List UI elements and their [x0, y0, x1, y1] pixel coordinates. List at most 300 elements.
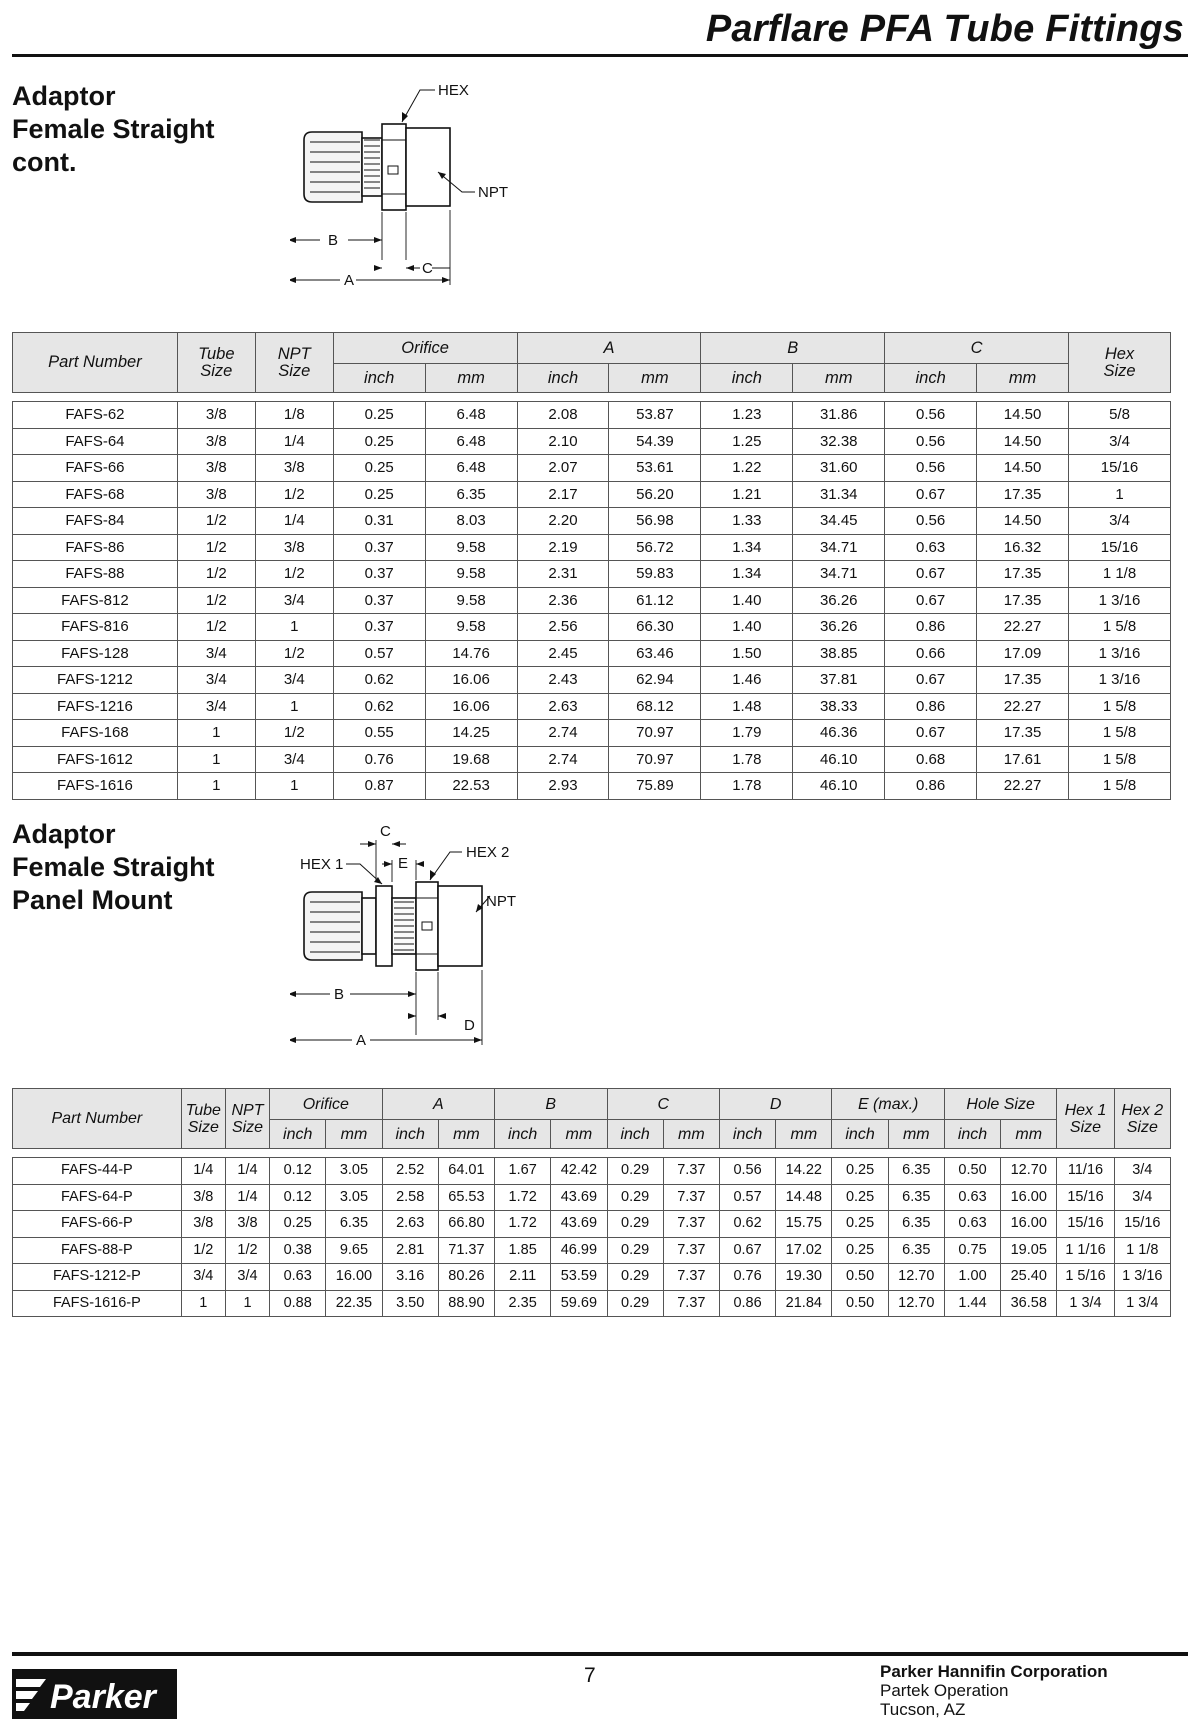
table-cell: 15/16	[1057, 1184, 1114, 1211]
table-cell: 25.40	[1001, 1264, 1057, 1291]
table-cell: 1.72	[495, 1184, 551, 1211]
table-cell: 2.35	[495, 1290, 551, 1317]
table-cell: 0.29	[607, 1211, 663, 1238]
table-cell: 2.10	[517, 428, 609, 455]
table-cell: 1	[177, 773, 255, 800]
table-cell: 0.37	[333, 534, 425, 561]
table-cell: 11/16	[1057, 1158, 1114, 1185]
table-cell: 0.62	[333, 693, 425, 720]
table-cell: 22.27	[977, 773, 1069, 800]
table-cell: 66.80	[438, 1211, 494, 1238]
unit-mm: mm	[551, 1120, 607, 1149]
table-cell: 3/8	[177, 428, 255, 455]
table-cell: 3.16	[382, 1264, 438, 1291]
table-cell: 3/8	[255, 455, 333, 482]
part-number-cell: FAFS-168	[13, 720, 178, 747]
table-cell: 19.30	[776, 1264, 832, 1291]
unit-inch: inch	[832, 1120, 888, 1149]
page-number: 7	[584, 1664, 596, 1687]
col-hex-size: Hex Size	[1069, 333, 1171, 393]
table-cell: 1	[255, 693, 333, 720]
section2-heading-line: Panel Mount	[12, 885, 173, 915]
table-cell: 80.26	[438, 1264, 494, 1291]
table-cell: 59.69	[551, 1290, 607, 1317]
table-cell: 34.71	[793, 534, 885, 561]
table-cell: 1/8	[255, 402, 333, 429]
table-cell: 1.78	[701, 746, 793, 773]
table-cell: 1 5/8	[1069, 614, 1171, 641]
unit-inch: inch	[333, 364, 425, 393]
table-cell: 9.58	[425, 561, 517, 588]
table-cell: 0.86	[885, 773, 977, 800]
table-cell: 3/4	[177, 693, 255, 720]
table-cell: 0.29	[607, 1290, 663, 1317]
table-cell: 2.19	[517, 534, 609, 561]
table-cell: 42.42	[551, 1158, 607, 1185]
page-title: Parflare PFA Tube Fittings	[705, 8, 1184, 50]
table-cell: 1 1/16	[1057, 1237, 1114, 1264]
col-hex2-size: Hex 2 Size	[1114, 1089, 1170, 1149]
table-cell: 1.25	[701, 428, 793, 455]
table-cell: 3/4	[1114, 1184, 1170, 1211]
table-cell: 14.22	[776, 1158, 832, 1185]
table-row	[13, 693, 1171, 720]
table-cell: 1/2	[177, 561, 255, 588]
table-row	[13, 561, 1171, 588]
table-cell: 0.57	[333, 640, 425, 667]
table-row	[13, 587, 1171, 614]
table-cell: 0.87	[333, 773, 425, 800]
table-cell: 1/2	[181, 1237, 225, 1264]
table-cell: 0.29	[607, 1158, 663, 1185]
table-row	[13, 402, 1171, 429]
table-row	[13, 773, 1171, 800]
table-cell: 0.29	[607, 1184, 663, 1211]
table-cell: 14.25	[425, 720, 517, 747]
table-cell: 36.58	[1001, 1290, 1057, 1317]
table-cell: 12.70	[888, 1264, 944, 1291]
section2-spec-table	[12, 1088, 1171, 1317]
table-cell: 1.50	[701, 640, 793, 667]
table-cell: 6.48	[425, 428, 517, 455]
col-d: D	[719, 1089, 831, 1120]
footer-rule	[12, 1652, 1188, 1656]
table-row	[13, 481, 1171, 508]
table-cell: 36.26	[793, 587, 885, 614]
table-row	[13, 534, 1171, 561]
table-cell: 1 3/4	[1057, 1290, 1114, 1317]
part-number-cell: FAFS-88-P	[13, 1237, 182, 1264]
table-cell: 0.88	[270, 1290, 326, 1317]
table-row	[13, 1264, 1171, 1291]
table-cell: 88.90	[438, 1290, 494, 1317]
table-cell: 1/2	[255, 561, 333, 588]
table-cell: 3/8	[181, 1211, 225, 1238]
section2-fitting-diagram	[290, 820, 580, 1070]
table-cell: 1 5/8	[1069, 773, 1171, 800]
table-cell: 7.37	[663, 1264, 719, 1291]
unit-inch: inch	[382, 1120, 438, 1149]
table-cell: 0.67	[885, 587, 977, 614]
table-row	[13, 1184, 1171, 1211]
table-row	[13, 667, 1171, 694]
table-cell: 0.29	[607, 1264, 663, 1291]
table-cell: 3/4	[177, 667, 255, 694]
table-cell: 6.35	[888, 1237, 944, 1264]
table-cell: 46.10	[793, 773, 885, 800]
table-cell: 6.35	[888, 1184, 944, 1211]
table-row	[13, 455, 1171, 482]
table-cell: 16.00	[1001, 1211, 1057, 1238]
unit-mm: mm	[438, 1120, 494, 1149]
table-cell: 7.37	[663, 1290, 719, 1317]
unit-inch: inch	[944, 1120, 1000, 1149]
table-cell: 0.50	[832, 1290, 888, 1317]
table-cell: 1 1/8	[1114, 1237, 1170, 1264]
npt-label: NPT	[486, 893, 516, 910]
table-cell: 17.35	[977, 561, 1069, 588]
table-cell: 19.05	[1001, 1237, 1057, 1264]
table-cell: 2.81	[382, 1237, 438, 1264]
dim-e-label: E	[398, 855, 409, 872]
table-row	[13, 614, 1171, 641]
company-info	[880, 1662, 1108, 1719]
table-cell: 2.63	[517, 693, 609, 720]
table-cell: 1.48	[701, 693, 793, 720]
table-cell: 7.37	[663, 1237, 719, 1264]
table-cell: 16.06	[425, 693, 517, 720]
table-cell: 3/4	[1069, 428, 1171, 455]
table-cell: 3/4	[225, 1264, 269, 1291]
company-division: Partek Operation	[880, 1681, 1009, 1700]
table-cell: 1.46	[701, 667, 793, 694]
table-cell: 0.86	[885, 693, 977, 720]
table-cell: 0.57	[719, 1184, 775, 1211]
part-number-cell: FAFS-1212-P	[13, 1264, 182, 1291]
table-cell: 14.50	[977, 428, 1069, 455]
table-cell: 3/8	[255, 534, 333, 561]
table-cell: 15/16	[1069, 534, 1171, 561]
table-cell: 1/2	[255, 640, 333, 667]
table-cell: 1/2	[177, 587, 255, 614]
section1-heading	[12, 80, 215, 179]
table-cell: 1 3/16	[1114, 1264, 1170, 1291]
table-cell: 1/4	[225, 1158, 269, 1185]
title-rule	[12, 54, 1188, 57]
unit-inch: inch	[607, 1120, 663, 1149]
table-cell: 14.48	[776, 1184, 832, 1211]
table-cell: 1.85	[495, 1237, 551, 1264]
table-cell: 0.37	[333, 561, 425, 588]
table-cell: 15/16	[1057, 1211, 1114, 1238]
table-cell: 0.63	[885, 534, 977, 561]
table-cell: 46.99	[551, 1237, 607, 1264]
table-cell: 0.37	[333, 614, 425, 641]
table-cell: 7.37	[663, 1158, 719, 1185]
table-cell: 0.76	[719, 1264, 775, 1291]
table-cell: 16.06	[425, 667, 517, 694]
table-cell: 2.63	[382, 1211, 438, 1238]
table-cell: 1/4	[225, 1184, 269, 1211]
table-cell: 2.52	[382, 1158, 438, 1185]
table-row	[13, 1237, 1171, 1264]
table-cell: 9.58	[425, 587, 517, 614]
unit-mm: mm	[977, 364, 1069, 393]
table-cell: 12.70	[1001, 1158, 1057, 1185]
table-cell: 1 5/8	[1069, 746, 1171, 773]
table-cell: 1	[181, 1290, 225, 1317]
table-cell: 0.66	[885, 640, 977, 667]
col-hex1-size: Hex 1 Size	[1057, 1089, 1114, 1149]
table-cell: 2.36	[517, 587, 609, 614]
dim-c-label: C	[422, 260, 433, 277]
part-number-cell: FAFS-1616	[13, 773, 178, 800]
table-cell: 53.87	[609, 402, 701, 429]
table-cell: 14.50	[977, 455, 1069, 482]
section1-heading-line: cont.	[12, 147, 77, 177]
table-cell: 9.58	[425, 534, 517, 561]
table-cell: 38.85	[793, 640, 885, 667]
table-cell: 53.61	[609, 455, 701, 482]
table-cell: 37.81	[793, 667, 885, 694]
col-c: C	[885, 333, 1069, 364]
table-cell: 1	[255, 614, 333, 641]
table-cell: 0.29	[607, 1237, 663, 1264]
dim-c-label: C	[380, 823, 391, 840]
part-number-cell: FAFS-1212	[13, 667, 178, 694]
table-cell: 0.55	[333, 720, 425, 747]
dim-a-label: A	[356, 1032, 367, 1049]
table-cell: 1/4	[255, 428, 333, 455]
unit-inch: inch	[495, 1120, 551, 1149]
table-cell: 0.12	[270, 1158, 326, 1185]
table-cell: 0.31	[333, 508, 425, 535]
table-cell: 1/2	[177, 534, 255, 561]
logo-text: Parker	[50, 1678, 156, 1716]
table-cell: 1/2	[177, 508, 255, 535]
table-cell: 0.67	[885, 561, 977, 588]
table-cell: 15/16	[1114, 1211, 1170, 1238]
dim-b-label: B	[328, 232, 339, 249]
col-tube-size: Tube Size	[181, 1089, 225, 1149]
table-cell: 31.60	[793, 455, 885, 482]
table-cell: 19.68	[425, 746, 517, 773]
table-cell: 0.56	[885, 508, 977, 535]
table-cell: 3/4	[255, 667, 333, 694]
table-cell: 2.07	[517, 455, 609, 482]
hex-label: HEX	[438, 82, 469, 99]
table-cell: 3/4	[1069, 508, 1171, 535]
dim-d-label: D	[464, 1017, 475, 1034]
table-cell: 3/8	[177, 402, 255, 429]
table-cell: 1 5/16	[1057, 1264, 1114, 1291]
table-cell: 3/4	[1114, 1158, 1170, 1185]
table-cell: 0.25	[832, 1184, 888, 1211]
part-number-cell: FAFS-44-P	[13, 1158, 182, 1185]
table-cell: 34.71	[793, 561, 885, 588]
table-cell: 17.61	[977, 746, 1069, 773]
col-orifice: Orifice	[333, 333, 517, 364]
table-cell: 12.70	[888, 1290, 944, 1317]
unit-mm: mm	[663, 1120, 719, 1149]
table-cell: 38.33	[793, 693, 885, 720]
table-cell: 22.27	[977, 693, 1069, 720]
table-row	[13, 428, 1171, 455]
unit-mm: mm	[793, 364, 885, 393]
col-a: A	[382, 1089, 494, 1120]
table-cell: 61.12	[609, 587, 701, 614]
table-cell: 9.58	[425, 614, 517, 641]
table-cell: 1.72	[495, 1211, 551, 1238]
table-cell: 3/4	[177, 640, 255, 667]
table-cell: 2.56	[517, 614, 609, 641]
unit-mm: mm	[888, 1120, 944, 1149]
hex1-label: HEX 1	[300, 856, 344, 873]
col-npt-size: NPT Size	[255, 333, 333, 393]
section2-heading-line: Adaptor	[12, 819, 116, 849]
col-a: A	[517, 333, 701, 364]
table-cell: 1 5/8	[1069, 693, 1171, 720]
table-cell: 22.27	[977, 614, 1069, 641]
table-cell: 1	[225, 1290, 269, 1317]
table-cell: 1	[255, 773, 333, 800]
table-cell: 0.63	[270, 1264, 326, 1291]
table-cell: 56.72	[609, 534, 701, 561]
table-cell: 16.00	[326, 1264, 382, 1291]
table-cell: 1/4	[181, 1158, 225, 1185]
table-cell: 3/8	[177, 455, 255, 482]
table-cell: 1.34	[701, 561, 793, 588]
table-cell: 62.94	[609, 667, 701, 694]
table-row	[13, 640, 1171, 667]
table-cell: 2.08	[517, 402, 609, 429]
table-cell: 3/8	[177, 481, 255, 508]
table-row	[13, 1158, 1171, 1185]
table-cell: 43.69	[551, 1211, 607, 1238]
table-row	[13, 720, 1171, 747]
parker-logo	[12, 1665, 177, 1721]
table-cell: 3/8	[181, 1184, 225, 1211]
unit-inch: inch	[719, 1120, 775, 1149]
npt-label: NPT	[478, 184, 508, 201]
part-number-cell: FAFS-816	[13, 614, 178, 641]
table-cell: 14.50	[977, 402, 1069, 429]
table-cell: 0.56	[719, 1158, 775, 1185]
part-number-cell: FAFS-64	[13, 428, 178, 455]
table-cell: 43.69	[551, 1184, 607, 1211]
table-cell: 3/8	[225, 1211, 269, 1238]
hex2-label: HEX 2	[466, 844, 510, 861]
section1-heading-line: Adaptor	[12, 81, 116, 111]
table-cell: 0.68	[885, 746, 977, 773]
unit-mm: mm	[609, 364, 701, 393]
table-cell: 2.58	[382, 1184, 438, 1211]
part-number-cell: FAFS-66	[13, 455, 178, 482]
table-cell: 16.32	[977, 534, 1069, 561]
col-orifice: Orifice	[270, 1089, 382, 1120]
col-e-max: E (max.)	[832, 1089, 944, 1120]
table-cell: 6.35	[326, 1211, 382, 1238]
table-cell: 15/16	[1069, 455, 1171, 482]
part-number-cell: FAFS-62	[13, 402, 178, 429]
table-cell: 0.25	[832, 1237, 888, 1264]
table-cell: 0.56	[885, 402, 977, 429]
table-cell: 0.56	[885, 455, 977, 482]
table-cell: 1/2	[177, 614, 255, 641]
table-cell: 75.89	[609, 773, 701, 800]
dim-b-label: B	[334, 986, 345, 1003]
table-cell: 1	[1069, 481, 1171, 508]
table-cell: 0.62	[333, 667, 425, 694]
part-number-cell: FAFS-1612	[13, 746, 178, 773]
table-cell: 0.25	[333, 455, 425, 482]
table-cell: 3.05	[326, 1158, 382, 1185]
table-cell: 0.25	[333, 402, 425, 429]
table-row	[13, 1211, 1171, 1238]
table-cell: 1.40	[701, 614, 793, 641]
table-cell: 1 1/8	[1069, 561, 1171, 588]
table-cell: 14.50	[977, 508, 1069, 535]
table-cell: 7.37	[663, 1211, 719, 1238]
table-cell: 0.12	[270, 1184, 326, 1211]
table-cell: 1.33	[701, 508, 793, 535]
table-cell: 17.35	[977, 667, 1069, 694]
table-cell: 1 3/16	[1069, 640, 1171, 667]
table-cell: 17.02	[776, 1237, 832, 1264]
table-cell: 2.20	[517, 508, 609, 535]
table-cell: 22.53	[425, 773, 517, 800]
unit-inch: inch	[701, 364, 793, 393]
company-location: Tucson, AZ	[880, 1700, 966, 1719]
unit-inch: inch	[517, 364, 609, 393]
table-cell: 0.67	[885, 481, 977, 508]
table-cell: 1/2	[255, 481, 333, 508]
table-cell: 3/4	[181, 1264, 225, 1291]
table-cell: 0.25	[270, 1211, 326, 1238]
table-cell: 56.20	[609, 481, 701, 508]
unit-mm: mm	[326, 1120, 382, 1149]
part-number-cell: FAFS-812	[13, 587, 178, 614]
table-cell: 1/4	[255, 508, 333, 535]
table-cell: 17.35	[977, 720, 1069, 747]
table-cell: 59.83	[609, 561, 701, 588]
section1-fitting-diagram	[290, 80, 550, 315]
section1-heading-line: Female Straight	[12, 114, 215, 144]
section2-heading-line: Female Straight	[12, 852, 215, 882]
table-cell: 17.35	[977, 587, 1069, 614]
table-row	[13, 746, 1171, 773]
table-cell: 9.65	[326, 1237, 382, 1264]
table-cell: 17.09	[977, 640, 1069, 667]
table-cell: 2.45	[517, 640, 609, 667]
table-cell: 0.76	[333, 746, 425, 773]
table-cell: 6.48	[425, 455, 517, 482]
col-part-number: Part Number	[13, 1089, 182, 1149]
table-cell: 22.35	[326, 1290, 382, 1317]
table-cell: 8.03	[425, 508, 517, 535]
table-cell: 0.63	[944, 1184, 1000, 1211]
table-cell: 0.25	[832, 1211, 888, 1238]
table-cell: 5/8	[1069, 402, 1171, 429]
table-cell: 1 3/4	[1114, 1290, 1170, 1317]
table-cell: 70.97	[609, 746, 701, 773]
table-cell: 1.40	[701, 587, 793, 614]
table-cell: 0.25	[832, 1158, 888, 1185]
company-name: Parker Hannifin Corporation	[880, 1662, 1108, 1681]
table-cell: 3.50	[382, 1290, 438, 1317]
table-cell: 1.79	[701, 720, 793, 747]
table-cell: 6.35	[888, 1158, 944, 1185]
